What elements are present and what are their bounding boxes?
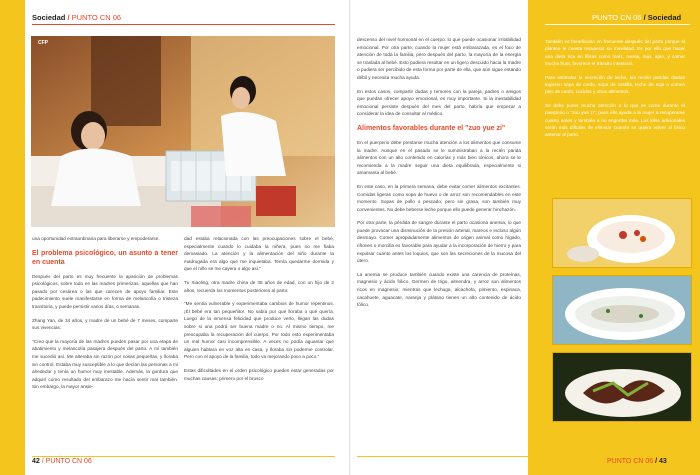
left-column-2 xyxy=(184,235,334,388)
paragraph: Zhang Yan, de 34 años, y madre de un bebé de 7 meses, comparte sus vivencias: xyxy=(32,317,178,331)
footer-separator: / xyxy=(41,458,44,465)
psych-subhead: El problema psicológico, un asunto a tener en cuenta xyxy=(32,249,178,266)
left-footer xyxy=(32,458,92,465)
left-column-1 xyxy=(32,235,178,397)
footer-brand: PUNTO CN 06 xyxy=(45,458,92,465)
sidebar-paragraph: Para estimular la secreción de leche, las recién paridas diarias ingieren sopa de cerdo, sopa de costilla, leche de soja o comen pies de cerdo, cocidos y otros alimentos. xyxy=(545,74,685,95)
footer-separator: / xyxy=(655,458,658,465)
paragraph: descenso del nivel hormonal en el cuerpo, lo que puede ocasionar irritabilidad emocional. Por otra parte, cuando la mujer está embarazada, es el foco de atención de toda la familia, pero después del parto, la mayoría de la energía se traslada al bebé. Esto pudiera resultar en un ligero descuido hacia la madre o pudiera ser percibido de esta forma por parte de ella, que aún sigue estando débil y necesita mucha ayuda. xyxy=(357,37,521,80)
header-separator: / xyxy=(67,13,70,22)
right-footer xyxy=(607,458,667,465)
header-separator: / xyxy=(643,13,646,22)
paragraph: Después del parto es muy frecuente la aparición de problemas psicológicos, sobre todo en las madres primerizas, aquellas que han pasado por cesárea o las que carecen de apoyo familiar. Este padecimiento suele manifestarse en forma de melancolía o tristeza transitoria, y puede persistir varios días, o semanas. xyxy=(32,273,178,309)
right-footer-rule xyxy=(357,456,528,457)
left-footer-rule xyxy=(32,456,335,457)
page-number: 42 xyxy=(32,458,40,465)
sidebar-paragraph: Se debe poner mucha atención a lo que se come durante el puerperio o "zuo yue zi", pues ello ayuda a la mujer a recuperarse cuanto antes y también a no engordar más. Los kilos adicionales serán más difíciles de eliminar cuando se quiera volver al físico anterior al parto. xyxy=(545,102,685,138)
spine-gutter xyxy=(349,0,351,475)
right-main-column xyxy=(357,36,521,315)
header-brand: PUNTO CN 06 xyxy=(592,13,642,22)
food-subhead: Alimentos favorables durante el "zuo yue zi" xyxy=(357,124,506,132)
paragraph: En el puerperio debe prestarse mucha atención a los alimentos que consume la madre. Aunque en el pasado se le suministraban a la recién parida alimentos con un alto contenido en calorías y más bien tónicos, ahora se le recomienda a la madre seguir una dieta equilibrada, especialmente si amamanta al bebé. xyxy=(357,139,521,176)
paragraph: "Me sentía vulnerable y experimentaba cambios de humor repentinos. ¡Él bebé era tan pequeñito!. No sabía por qué lloraba o qué quería. Luego de la inmensa felicidad que produce verlo, llegan las dudas sobre si una podrá ser buena madre o no. Al mismo tiempo, me preocupaba la recuperación del cuerpo. Por todo esto experimentaba un mal humor casi incomprensible. A veces no podía aguantar que alguien hablara en voz alta en casa, y lloraba sin poderme controlar. Pero con el apoyo de la familia, todo va mejorando poco a poco." xyxy=(184,301,334,360)
footer-brand: PUNTO CN 06 xyxy=(607,458,654,465)
paragraph: La anemia se produce también cuando existe una carencia de proteínas, magnesio y ácido fólico. Germen de trigo, almendra, y arroz son alimentos ricos en magnesio; mientras que lechuga, alcachofa, pimiento, espinaca, cacahuete, aguacate, naranja y plátano tienen un alto contenido de ácido fólico. xyxy=(357,271,521,308)
left-gold-strip xyxy=(0,0,25,475)
paragraph: Estas dificultades en el orden psicológico pueden estar generadas por muchas causas; primero por el brusco xyxy=(184,367,334,381)
paragraph: En estos casos, compartir dudas y temores con la pareja, padres o amigos que puedan ofrecer apoyo emocional, es muy importante. Si la inestabilidad emocional persiste después del mes del parto, habría que empezar a considerar la idea de consultar al médico. xyxy=(357,88,521,117)
food-photo-fish-soup xyxy=(552,275,692,345)
mother-baby-photo xyxy=(31,36,335,227)
right-header xyxy=(592,13,681,22)
right-header-rule xyxy=(545,24,690,25)
left-header-rule xyxy=(32,24,335,25)
paragraph: En este caso, en la primera semana, debe evitar comer alimentos excitantes. Comidas ligeras como sopa de huevo o de arroz son recomendables en este momento. Sopas de pollo o pescado, pero sin grasa, son también muy convenientes. No debe beberse leche porque ello puede generar hinchazón. xyxy=(357,183,521,212)
header-section: Sociedad xyxy=(647,13,682,22)
paragraph: dad estaba relacionada con las preocupaciones sobre el bebé, especialmente cuando lo cuidaba la niñera, pues no me fiaba demasiado. La atención y la alimentación del niño durante la madrugada era algo que me inquietaba. Temía quedarme dormida y que el niño se me cayera o algo así." xyxy=(184,236,334,272)
intro-paragraph: una oportunidad extraordinaria para liberarse y empoderarse. xyxy=(32,236,160,241)
sidebar-paragraph: También es beneficioso en frecuente después del parto porque el planteo le cuesta recuperar su movilidad. Es por ello que hacer una dieta rica en fibras como maíz, avena, mijo, apio, y comer mucha fruta, favorece el tránsito intestinal. xyxy=(545,39,685,67)
paragraph: Tu Xiaoling, otra madre china de 35 años de edad, con un hijo de 2 años, recuerda los momentos posteriores al parto: xyxy=(184,279,334,293)
left-header xyxy=(32,13,121,22)
header-brand: PUNTO CN 06 xyxy=(71,13,122,22)
photo-credit: CFP xyxy=(38,40,48,46)
sidebar-text xyxy=(545,38,685,145)
food-photo-bowl xyxy=(552,198,692,268)
page-number: 43 xyxy=(659,458,667,465)
food-photo-liver-dish xyxy=(552,352,692,422)
paragraph: "Creo que la mayoría de las madres pueden pasar por una etapa de abatimiento y melancolía pasajera después del parto. A mí también me sucedió así. Me alteraba sin razón por cosas pequeñas, y lloraba sin control. Estaba muy susceptible a lo que decían las personas a mi alrededor y tenía un humor muy inestable. Además, la gordura que adquirí como resultado del embarazo me hacía sentir mal también. Sin embargo, la mayor ansie- xyxy=(32,338,178,390)
header-section: Sociedad xyxy=(32,13,66,22)
paragraph: Por otra parte, la pérdida de sangre durante el parto ocasiona anemia, lo que puede provocar una disminución de la presión arterial, mareos e incluso algún desmayo. Comer apropiadamente alimentos de origen animal como hígado, riñones o morcilla es favorable para ayudar a la incorporación de hierro y para expulsar cuanto antes los loquios, que son las secreciones de la mucosa del útero. xyxy=(357,220,521,264)
